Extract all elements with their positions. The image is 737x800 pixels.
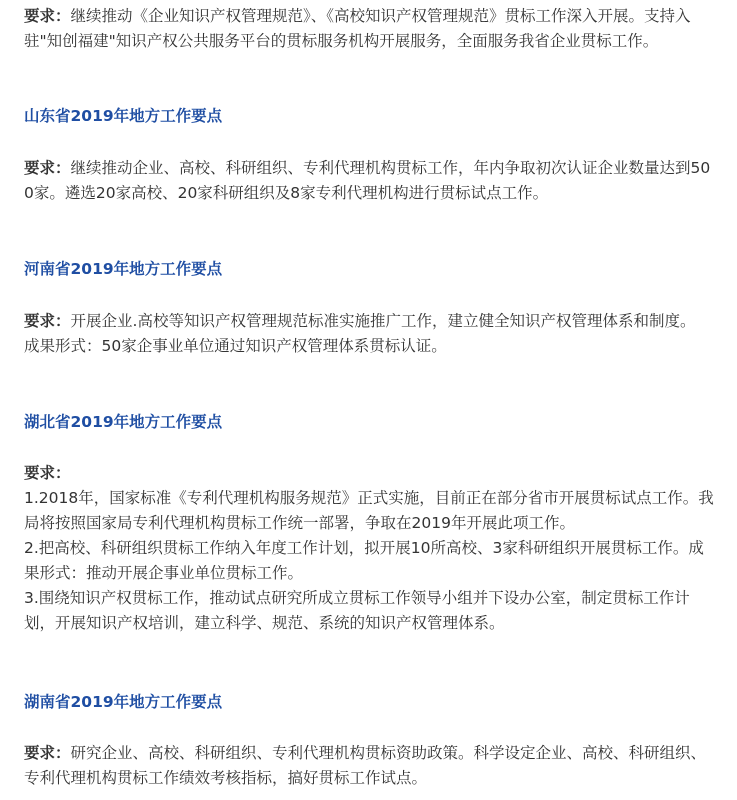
section-heading: 湖北省2019年地方工作要点 — [24, 413, 223, 431]
intro-paragraph — [24, 4, 714, 54]
section-hunan — [24, 690, 714, 715]
section-henan — [24, 257, 714, 282]
list-item: 1.2018年，国家标准《专利代理机构服务规范》正式实施，目前正在部分省市开展贯标试点工作。我局将按照国家局专利代理机构贯标工作统一部署，争取在2019年开展此项工作。 — [24, 489, 714, 532]
requirement-label: 要求： — [24, 464, 71, 482]
section-heading: 山东省2019年地方工作要点 — [24, 107, 223, 125]
section-hubei-body — [24, 461, 714, 636]
requirement-text: 继续推动《企业知识产权管理规范》、《高校知识产权管理规范》贯标工作深入开展。支持入驻"知创福建"知识产权公共服务平台的贯标服务机构开展服务，全面服务我省企业贯标工作。 — [24, 7, 691, 50]
intro-block — [24, 4, 714, 54]
requirement-label: 要求： — [24, 744, 71, 762]
section-shandong — [24, 104, 714, 129]
requirement-label: 要求： — [24, 312, 71, 330]
requirement-label: 要求： — [24, 7, 71, 25]
section-henan-body — [24, 309, 714, 359]
section-paragraph — [24, 156, 714, 206]
result-paragraph: 成果形式：50家企事业单位通过知识产权管理体系贯标认证。 — [24, 337, 447, 355]
section-heading: 湖南省2019年地方工作要点 — [24, 693, 223, 711]
requirement-text: 继续推动企业、高校、科研组织、专利代理机构贯标工作，年内争取初次认证企业数量达到500家。遴选20家高校、20家科研组织及8家专利代理机构进行贯标试点工作。 — [24, 159, 711, 202]
section-heading: 河南省2019年地方工作要点 — [24, 260, 223, 278]
section-paragraph — [24, 741, 714, 791]
list-item: 3.围绕知识产权贯标工作，推动试点研究所成立贯标工作领导小组并下设办公室，制定贯标工作计划，开展知识产权培训，建立科学、规范、系统的知识产权管理体系。 — [24, 589, 690, 632]
list-item: 2.把高校、科研组织贯标工作纳入年度工作计划，拟开展10所高校、3家科研组织开展贯标工作。成果形式：推动开展企事业单位贯标工作。 — [24, 539, 704, 582]
requirement-label: 要求： — [24, 159, 71, 177]
section-paragraph — [24, 309, 714, 334]
section-hunan-body — [24, 741, 714, 791]
requirement-label-line — [24, 461, 714, 486]
requirement-text: 研究企业、高校、科研组织、专利代理机构贯标资助政策。科学设定企业、高校、科研组织、专利代理机构贯标工作绩效考核指标，搞好贯标工作试点。 — [24, 744, 707, 787]
requirement-text: 开展企业.高校等知识产权管理规范标准实施推广工作，建立健全知识产权管理体系和制度。 — [70, 312, 696, 330]
section-hubei — [24, 410, 714, 435]
section-shandong-body — [24, 156, 714, 206]
